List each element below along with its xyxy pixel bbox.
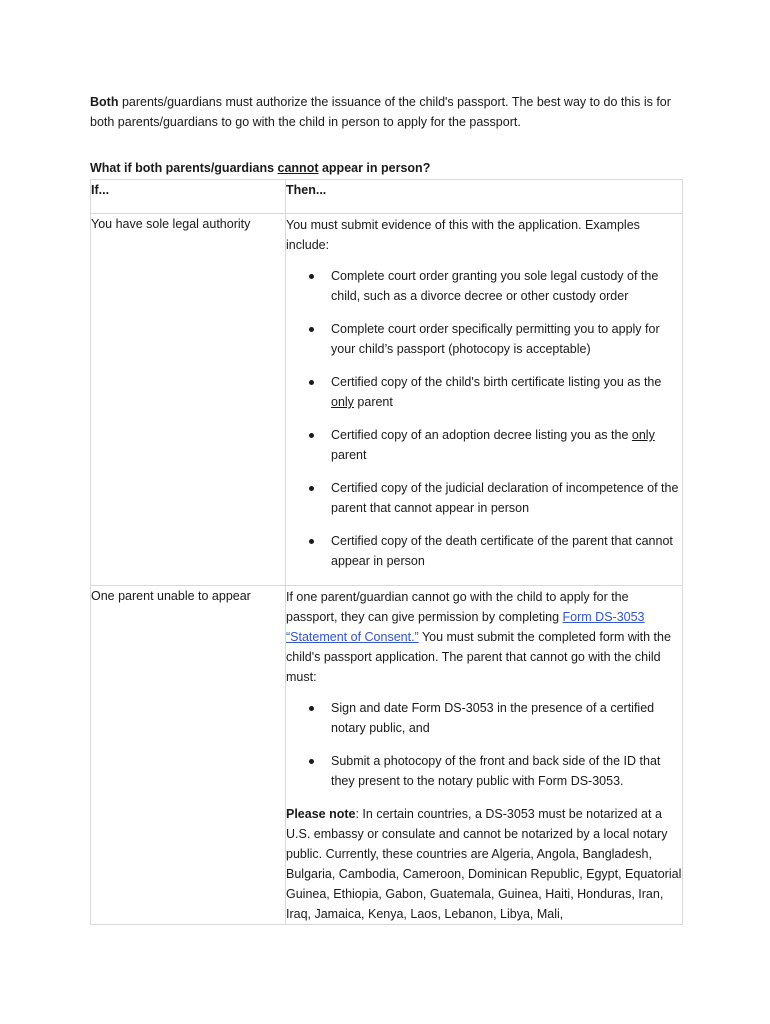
header-then: Then... xyxy=(286,180,683,214)
question-underlined: cannot xyxy=(277,161,319,175)
intro-text: parents/guardians must authorize the issuance of the child's passport. The best way to do this is for both parents/guardians to go with the child in person to apply for the passport. xyxy=(90,95,671,129)
bullet-icon xyxy=(309,706,314,711)
bullet-icon xyxy=(309,433,314,438)
list-item xyxy=(286,531,682,571)
bullet-icon xyxy=(309,274,314,279)
row1-bullet-list xyxy=(286,266,682,571)
intro-paragraph xyxy=(90,92,682,132)
please-note-paragraph xyxy=(286,804,682,924)
bullet-text-underlined: only xyxy=(331,395,354,409)
row1-if-cell: You have sole legal authority xyxy=(91,214,286,586)
list-item xyxy=(286,266,682,306)
table-row xyxy=(91,214,683,586)
bullet-icon xyxy=(309,327,314,332)
list-item xyxy=(286,425,682,465)
bullet-text: Certified copy of the judicial declaration of incompetence of the parent that cannot appear in person xyxy=(331,481,679,515)
header-if: If... xyxy=(91,180,286,214)
bullet-icon xyxy=(309,759,314,764)
question-before: What if both parents/guardians xyxy=(90,161,278,175)
bullet-icon xyxy=(309,486,314,491)
list-item xyxy=(286,478,682,518)
bullet-text: Complete court order granting you sole legal custody of the child, such as a divorce decree or other custody order xyxy=(331,269,659,303)
row2-then-cell xyxy=(286,586,683,925)
bullet-text-before: Certified copy of the child's birth certificate listing you as the xyxy=(331,375,662,389)
list-item xyxy=(286,319,682,359)
table-row xyxy=(91,586,683,925)
note-text: : In certain countries, a DS-3053 must be notarized at a U.S. embassy or consulate and cannot be notarized by a local notary public. Currently, these countries are Algeria, Angola, Bangladesh, Bulgaria, Cambodia, Cameroon, Dominican Republic, Egypt, Equatorial Guinea, Ethiopia, Gabon, Guatemala, Guinea, Haiti, Honduras, Iran, Iraq, Jamaica, Kenya, Laos, Lebanon, Libya, Mali, xyxy=(286,807,682,921)
row2-lead-before: If one parent/guardian cannot go with the child to apply for the passport, they can give permission by completing xyxy=(286,590,629,624)
document-body xyxy=(90,92,682,178)
list-item xyxy=(286,372,682,412)
note-label: Please note xyxy=(286,807,356,821)
row2-lead xyxy=(286,586,682,687)
rules-table xyxy=(90,179,683,925)
bullet-text: Submit a photocopy of the front and back side of the ID that they present to the notary public with Form DS-3053. xyxy=(331,754,661,788)
bullet-text: Complete court order specifically permitting you to apply for your child’s passport (photocopy is acceptable) xyxy=(331,322,660,356)
table-header-row xyxy=(91,180,683,214)
bullet-text-after: parent xyxy=(353,395,393,409)
form-ds3053-link[interactable]: Form DS-3053 “Statement of Consent.” xyxy=(286,610,645,644)
question-after: appear in person? xyxy=(318,161,431,175)
bullet-text-underlined: only xyxy=(631,428,655,442)
bullet-text-after: parent xyxy=(331,448,367,462)
row1-then-cell xyxy=(286,214,683,586)
row2-if-cell: One parent unable to appear xyxy=(91,586,286,925)
bullet-text: Certified copy of the death certificate of the parent that cannot appear in person xyxy=(331,534,673,568)
bullet-icon xyxy=(309,380,314,385)
question-heading xyxy=(90,158,682,178)
list-item xyxy=(286,751,682,791)
bullet-text: Sign and date Form DS-3053 in the presence of a certified notary public, and xyxy=(331,701,655,735)
bullet-text-before: Certified copy of an adoption decree listing you as the xyxy=(331,428,632,442)
intro-bold-lead: Both xyxy=(90,95,119,109)
row1-lead: You must submit evidence of this with the application. Examples include: xyxy=(286,218,640,252)
row2-lead-after: You must submit the completed form with the child's passport application. The parent that cannot go with the child must: xyxy=(286,630,671,684)
bullet-icon xyxy=(309,539,314,544)
list-item xyxy=(286,698,682,738)
row2-bullet-list xyxy=(286,698,682,791)
